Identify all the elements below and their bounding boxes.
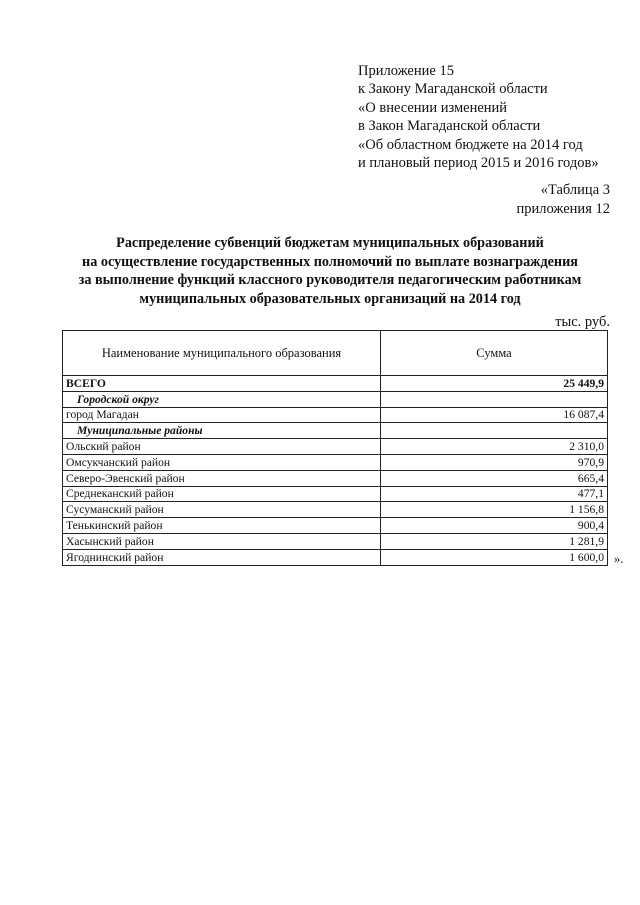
row-name: Тенькинский район [63, 518, 381, 534]
title-line: муниципальных образовательных организаций на 2014 год [139, 290, 521, 307]
table-row [63, 486, 608, 502]
row-value: 665,4 [381, 470, 608, 486]
row-value: 1 156,8 [381, 502, 608, 518]
table-row [63, 454, 608, 470]
row-name: город Магадан [63, 407, 381, 423]
section-label: Городской округ [63, 391, 381, 407]
total-label: ВСЕГО [63, 376, 381, 392]
title-line: на осуществление государственных полномочий по выплате вознаграждения [82, 253, 578, 270]
section-empty [381, 423, 608, 439]
title-line: за выполнение функций классного руководителя педагогическим работникам [78, 272, 582, 289]
table-ref-line: приложения 12 [516, 201, 610, 217]
row-name: Северо-Эвенский район [63, 470, 381, 486]
section-row [63, 391, 608, 407]
row-name: Омсукчанский район [63, 454, 381, 470]
row-value: 16 087,4 [381, 407, 608, 423]
title-line: Распределение субвенций бюджетам муниципальных образований [116, 235, 544, 251]
row-value: 1 600,0 [381, 549, 608, 565]
appendix-line: в Закон Магаданской области [358, 118, 541, 135]
appendix-line: к Закону Магаданской области [358, 81, 548, 98]
table-row [63, 502, 608, 518]
document-title [40, 234, 620, 308]
table-row [63, 533, 608, 549]
row-name: Сусуманский район [63, 502, 381, 518]
row-name: Среднеканский район [63, 486, 381, 502]
table-header-row [63, 331, 608, 376]
row-value: 2 310,0 [381, 439, 608, 455]
row-name: Хасынский район [63, 533, 381, 549]
table-row [63, 549, 608, 565]
section-row [63, 423, 608, 439]
table-row [63, 518, 608, 534]
header-name: Наименование муниципального образования [63, 331, 381, 376]
units-label: тыс. руб. [555, 314, 610, 330]
table-row [63, 439, 608, 455]
total-value: 25 449,9 [381, 376, 608, 392]
row-name: Ольский район [63, 439, 381, 455]
appendix-line: и плановый период 2015 и 2016 годов» [358, 155, 599, 172]
row-value: 970,9 [381, 454, 608, 470]
row-value: 900,4 [381, 518, 608, 534]
total-row [63, 376, 608, 392]
appendix-line: «Об областном бюджете на 2014 год [358, 136, 583, 153]
table-row [63, 407, 608, 423]
subsidy-table [62, 330, 608, 566]
header-sum: Сумма [381, 331, 608, 376]
row-name: Ягоднинский район [63, 549, 381, 565]
section-label: Муниципальные районы [63, 423, 381, 439]
row-value: 1 281,9 [381, 533, 608, 549]
closing-quote-mark: ». [614, 552, 624, 566]
row-value: 477,1 [381, 486, 608, 502]
table-row [63, 470, 608, 486]
appendix-line: «О внесении изменений [358, 99, 508, 116]
table-ref-line: «Таблица 3 [540, 182, 610, 198]
appendix-reference [358, 62, 628, 172]
table-reference [517, 181, 610, 219]
appendix-line: Приложение 15 [358, 63, 454, 79]
section-empty [381, 391, 608, 407]
